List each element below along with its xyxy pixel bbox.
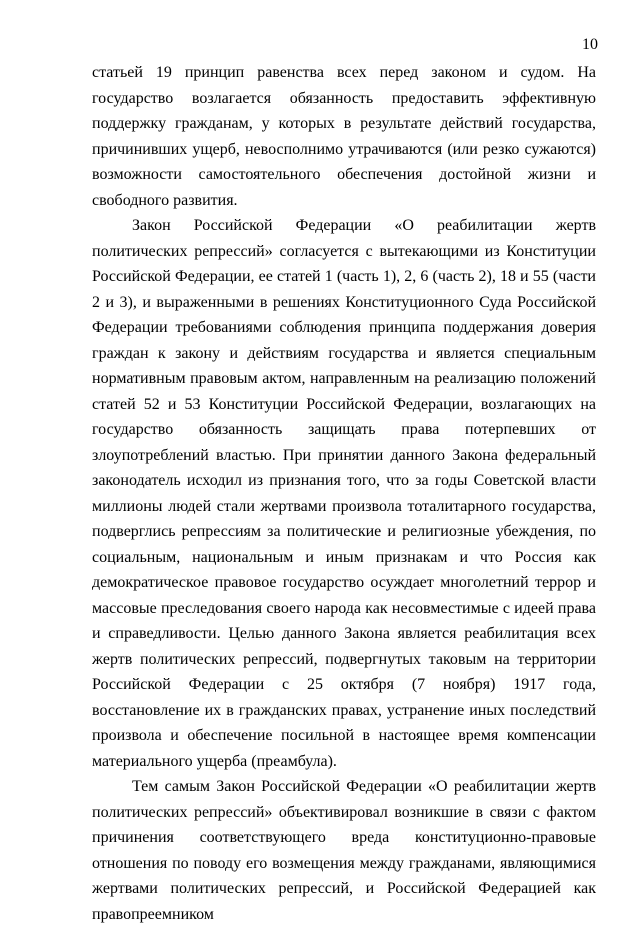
paragraph-objectivized-relations: Тем самым Закон Российской Федерации «О реабилитации жертв политических репрессий» объективировал возникшие в связи с фактом причинения соответствующего вреда конституционно-правовые отношения по поводу его возмещения между гражданами, являющимися жертвами политических репрессий, и Российской Федерацией как правопреемником xyxy=(92,778,596,923)
paragraph-law-rehabilitation: Закон Российской Федерации «О реабилитации жертв политических репрессий» согласуется с вытекающими из Конституции Российской Федерации, ее статей 1 (часть 1), 2, 6 (часть 2), 18 и 55 (части 2 и 3), и выраженными в решениях Конституционного Суда Российской Федерации требованиями соблюдения принципа поддержания доверия граждан к закону и действиям государства и является специальным нормативным правовым актом, направленным на реализацию положений статей 52 и 53 Конституции Российской Федерации, возлагающих на государство обязанность защищать права потерпевших от злоупотреблений властью. При принятии данного Закона федеральный законодатель исходил из признания того, что за годы Советской власти миллионы людей стали жертвами произвола тоталитарного государства, подверглись репрессиям за политические и религиозные убеждения, по социальным, национальным и иным признакам и что Россия как демократическое правовое государство осуждает многолетний террор и массовые преследования своего народа как несовместимые с идеей права и справедливости. Целью данного Закона является реабилитация всех жертв политических репрессий, подвергнутых таковым на территории Российской Федерации с 25 октября (7 ноября) 1917 года, восстановление их в гражданских правах, устранение иных последствий произвола и обеспечение посильной в настоящее время компенсации материального ущерба (преамбула). xyxy=(92,217,596,770)
paragraph-continued: статьей 19 принцип равенства всех перед законом и судом. На государство возлагается обязанность предоставить эффективную поддержку гражданам, у которых в результате действий государства, причинивших ущерб, невосполнимо утрачиваются (или резко сужаются) возможности самостоятельного обеспечения достойной жизни и свободного развития. xyxy=(92,64,596,209)
document-body xyxy=(92,60,596,927)
page-number: 10 xyxy=(582,36,598,53)
